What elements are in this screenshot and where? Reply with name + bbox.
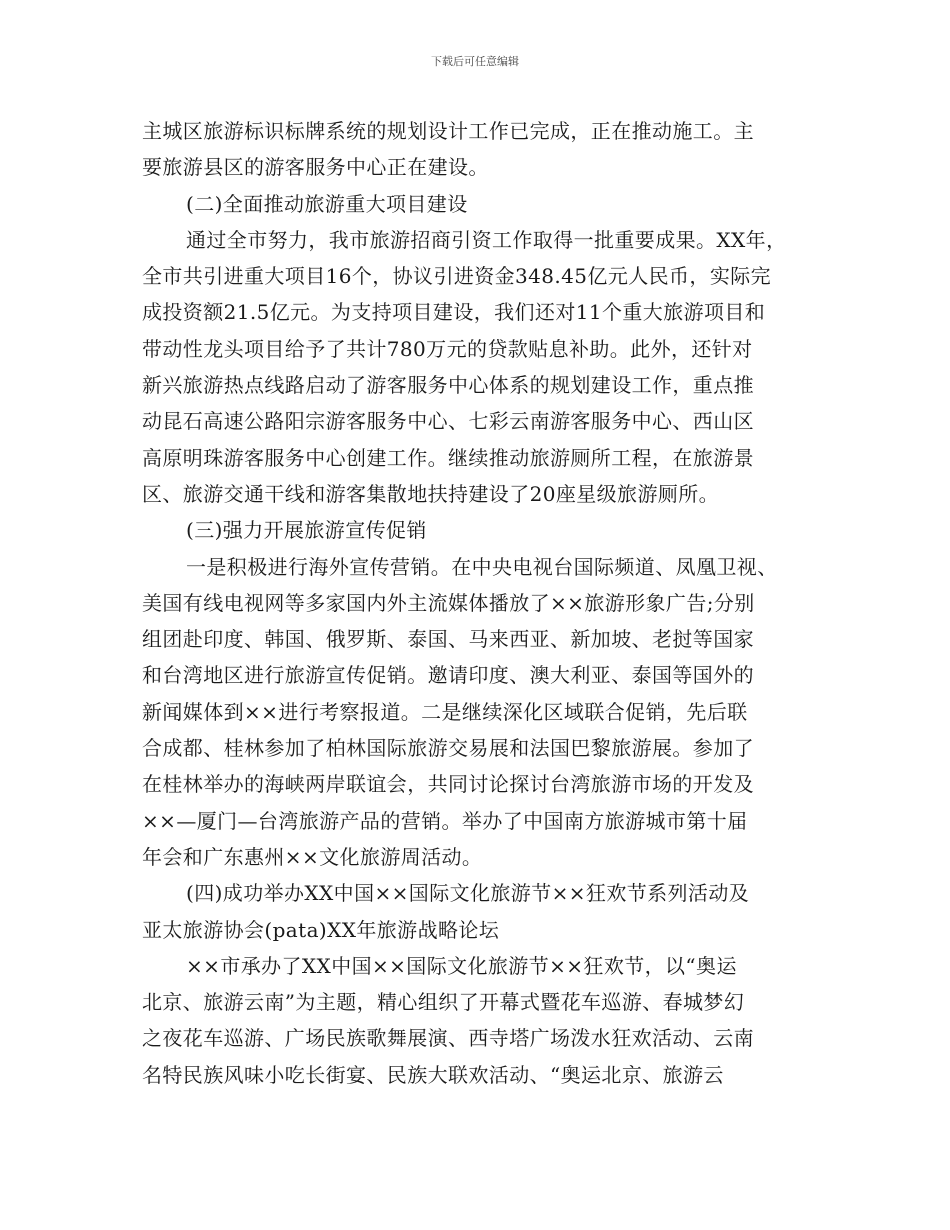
- text-line: 高原明珠游客服务中心创建工作。继续推动旅游厕所工程，在旅游景: [142, 445, 754, 470]
- text-line: 动昆石高速公路阳宗游客服务中心、七彩云南游客服务中心、西山区: [142, 409, 754, 434]
- text-line: 名特民族风味小吃长街宴、民族大联欢活动、“奥运北京、旅游云: [142, 1062, 724, 1087]
- text-line: 合成都、桂林参加了柏林国际旅游交易展和法国巴黎旅游展。参加了: [142, 736, 754, 761]
- section-heading: (二)全面推动旅游重大项目建设: [186, 191, 468, 216]
- section-heading-continued: 亚太旅游协会(pata)XX年旅游战略论坛: [142, 917, 500, 942]
- text-line: 一是积极进行海外宣传营销。在中央电视台国际频道、凤凰卫视、: [186, 554, 778, 579]
- section-heading: (四)成功举办XX中国××国际文化旅游节××狂欢节系列活动及: [186, 881, 750, 906]
- text-line: 带动性龙头项目给予了共计780万元的贷款贴息补助。此外，还针对: [142, 336, 753, 361]
- text-line: 组团赴印度、韩国、俄罗斯、泰国、马来西亚、新加坡、老挝等国家: [142, 627, 754, 652]
- text-line: 成投资额21.5亿元。为支持项目建设，我们还对11个重大旅游项目和: [142, 300, 766, 325]
- text-line: 在桂林举办的海峡两岸联谊会，共同讨论探讨台湾旅游市场的开发及: [142, 772, 754, 797]
- page-header: 下载后可任意编辑: [431, 55, 519, 68]
- text-line: 要旅游县区的游客服务中心正在建设。: [142, 155, 489, 180]
- text-line: 全市共引进重大项目16个，协议引进资金348.45亿元人民币，实际完: [142, 264, 772, 289]
- text-line: 北京、旅游云南”为主题，精心组织了开幕式暨花车巡游、春城梦幻: [142, 990, 745, 1015]
- text-line: 新兴旅游热点线路启动了游客服务中心体系的规划建设工作，重点推: [142, 373, 754, 398]
- document-body: [142, 113, 812, 1093]
- text-line: 新闻媒体到××进行考察报道。二是继续深化区域联合促销，先后联: [142, 699, 748, 724]
- text-line: 主城区旅游标识标牌系统的规划设计工作已完成，正在推动施工。主: [142, 119, 754, 143]
- text-line: 之夜花车巡游、广场民族歌舞展演、西寺塔广场泼水狂欢活动、云南: [142, 1026, 754, 1051]
- text-line: 年会和广东惠州××文化旅游周活动。: [142, 844, 483, 869]
- text-line: 美国有线电视网等多家国内外主流媒体播放了××旅游形象广告;分别: [142, 590, 755, 615]
- text-line: ××市承办了XX中国××国际文化旅游节××狂欢节，以“奥运: [186, 953, 737, 978]
- text-line: 和台湾地区进行旅游宣传促销。邀请印度、澳大利亚、泰国等国外的: [142, 663, 754, 688]
- text-line: 通过全市努力，我市旅游招商引资工作取得一批重要成果。XX年，: [186, 227, 787, 252]
- text-line: ××—厦门—台湾旅游产品的营销。举办了中国南方旅游城市第十届: [142, 808, 748, 833]
- section-heading: (三)强力开展旅游宣传促销: [186, 518, 427, 543]
- text-line: 区、旅游交通干线和游客集散地扶持建设了20座星级旅游厕所。: [142, 481, 720, 506]
